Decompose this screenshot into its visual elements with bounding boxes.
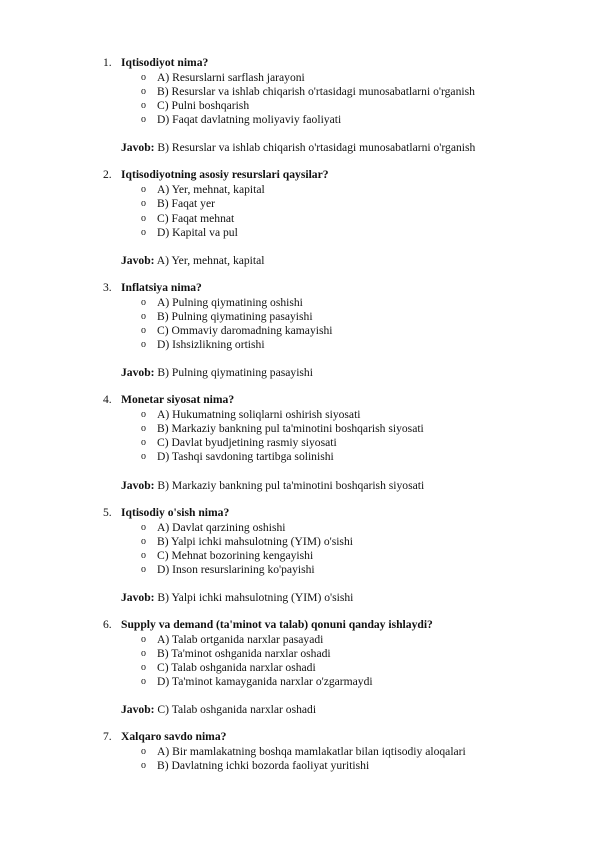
question-title bbox=[103, 393, 576, 407]
answer-line bbox=[103, 591, 576, 605]
options-list bbox=[103, 633, 576, 689]
question-item bbox=[103, 281, 576, 380]
bullet-icon: o bbox=[141, 296, 146, 308]
question-number: 5. bbox=[103, 505, 112, 519]
question-text: Monetar siyosat nima? bbox=[121, 393, 235, 407]
option-item bbox=[103, 563, 576, 577]
option-item bbox=[103, 310, 576, 324]
question-text: Iqtisodiyot nima? bbox=[121, 56, 209, 69]
question-title bbox=[103, 730, 576, 744]
option-text: B) Resurslar va ishlab chiqarish o'rtasidagi munosabatlarni o'rganish bbox=[157, 85, 475, 99]
answer-label: Javob: bbox=[121, 253, 155, 267]
option-item bbox=[103, 759, 576, 773]
option-text: B) Markaziy bankning pul ta'minotini boshqarish siyosati bbox=[157, 422, 424, 436]
answer-text: B) Yalpi ichki mahsulotning (YIM) o'sishi bbox=[157, 590, 354, 604]
bullet-icon: o bbox=[141, 198, 146, 210]
option-item bbox=[103, 436, 576, 450]
question-title bbox=[103, 506, 576, 520]
option-text: D) Tashqi savdoning tartibga solinishi bbox=[157, 450, 334, 464]
question-text: Iqtisodiyotning asosiy resurslari qaysilar? bbox=[121, 168, 329, 182]
bullet-icon: o bbox=[141, 184, 146, 196]
option-text: D) Inson resurslarining ko'payishi bbox=[157, 562, 315, 576]
answer-label: Javob: bbox=[121, 366, 155, 380]
answer-line bbox=[103, 141, 576, 155]
answer-line bbox=[103, 703, 576, 717]
answer-text: C) Talab oshganida narxlar oshadi bbox=[157, 703, 317, 717]
option-text: B) Pulning qiymatining pasayishi bbox=[157, 309, 313, 323]
options-list bbox=[103, 183, 576, 239]
option-item bbox=[103, 549, 576, 563]
answer-text: A) Yer, mehnat, kapital bbox=[156, 253, 265, 267]
option-text: A) Talab ortganida narxlar pasayadi bbox=[157, 632, 324, 646]
bullet-icon: o bbox=[141, 114, 146, 126]
option-text: B) Yalpi ichki mahsulotning (YIM) o'sishi bbox=[157, 534, 353, 548]
option-item bbox=[103, 647, 576, 661]
bullet-icon: o bbox=[141, 521, 146, 533]
options-list bbox=[103, 296, 576, 352]
bullet-icon: o bbox=[141, 310, 146, 322]
bullet-icon: o bbox=[141, 100, 146, 112]
bullet-icon: o bbox=[141, 437, 146, 449]
option-text: C) Pulni boshqarish bbox=[157, 99, 250, 113]
answer-line bbox=[103, 366, 576, 380]
answer-label: Javob: bbox=[121, 141, 155, 155]
option-item bbox=[103, 408, 576, 422]
question-text: Inflatsiya nima? bbox=[121, 280, 202, 294]
options-list bbox=[103, 71, 576, 127]
option-item bbox=[103, 338, 576, 352]
option-text: A) Davlat qarzining oshishi bbox=[157, 520, 286, 534]
answer-label: Javob: bbox=[121, 590, 155, 604]
question-text: Supply va demand (ta'minot va talab) qonuni qanday ishlaydi? bbox=[121, 617, 433, 631]
question-number: 1. bbox=[103, 56, 112, 69]
option-text: C) Talab oshganida narxlar oshadi bbox=[157, 661, 316, 675]
option-item bbox=[103, 197, 576, 211]
question-text: Iqtisodiy o'sish nima? bbox=[121, 505, 230, 519]
option-item bbox=[103, 212, 576, 226]
option-item bbox=[103, 450, 576, 464]
question-list bbox=[103, 56, 576, 786]
option-text: D) Kapital va pul bbox=[157, 225, 238, 239]
option-item bbox=[103, 99, 576, 113]
answer-label: Javob: bbox=[121, 478, 155, 492]
question-number: 6. bbox=[103, 617, 112, 631]
option-text: B) Davlatning ichki bozorda faoliyat yuritishi bbox=[157, 759, 370, 773]
option-text: A) Bir mamlakatning boshqa mamlakatlar bilan iqtisodiy aloqalari bbox=[157, 745, 466, 759]
option-text: C) Ommaviy daromadning kamayishi bbox=[157, 323, 333, 337]
bullet-icon: o bbox=[141, 549, 146, 561]
bullet-icon: o bbox=[141, 676, 146, 688]
question-title bbox=[103, 618, 576, 632]
bullet-icon: o bbox=[141, 746, 146, 758]
answer-text: B) Markaziy bankning pul ta'minotini boshqarish siyosati bbox=[157, 478, 425, 492]
option-item bbox=[103, 675, 576, 689]
option-item bbox=[103, 296, 576, 310]
bullet-icon: o bbox=[141, 662, 146, 674]
option-item bbox=[103, 633, 576, 647]
options-list bbox=[103, 745, 576, 773]
options-list bbox=[103, 408, 576, 464]
option-item bbox=[103, 661, 576, 675]
option-text: A) Hukumatning soliqlarni oshirish siyosati bbox=[157, 408, 361, 422]
question-item bbox=[103, 506, 576, 605]
option-text: B) Ta'minot oshganida narxlar oshadi bbox=[157, 646, 331, 660]
bullet-icon: o bbox=[141, 86, 146, 98]
option-text: C) Mehnat bozorining kengayishi bbox=[157, 548, 314, 562]
question-text: Xalqaro savdo nima? bbox=[121, 730, 227, 744]
question-title bbox=[103, 281, 576, 295]
answer-line bbox=[103, 479, 576, 493]
bullet-icon: o bbox=[141, 226, 146, 238]
option-text: A) Yer, mehnat, kapital bbox=[157, 183, 265, 197]
bullet-icon: o bbox=[141, 760, 146, 772]
question-number: 4. bbox=[103, 393, 112, 407]
bullet-icon: o bbox=[141, 563, 146, 575]
bullet-icon: o bbox=[141, 212, 146, 224]
question-title bbox=[103, 168, 576, 182]
option-item bbox=[103, 535, 576, 549]
option-text: A) Resurslarni sarflash jarayoni bbox=[157, 71, 305, 84]
options-list bbox=[103, 521, 576, 577]
bullet-icon: o bbox=[141, 339, 146, 351]
bullet-icon: o bbox=[141, 647, 146, 659]
bullet-icon: o bbox=[141, 324, 146, 336]
option-text: D) Ta'minot kamayganida narxlar o'zgarmaydi bbox=[157, 675, 373, 689]
bullet-icon: o bbox=[141, 423, 146, 435]
answer-text: B) Resurslar va ishlab chiqarish o'rtasidagi munosabatlarni o'rganish bbox=[157, 141, 476, 155]
question-number: 3. bbox=[103, 280, 112, 294]
question-number: 2. bbox=[103, 168, 112, 182]
answer-text: B) Pulning qiymatining pasayishi bbox=[157, 366, 313, 380]
question-number: 7. bbox=[103, 730, 112, 744]
bullet-icon: o bbox=[141, 72, 146, 83]
bullet-icon: o bbox=[141, 409, 146, 421]
option-item bbox=[103, 85, 576, 99]
bullet-icon: o bbox=[141, 451, 146, 463]
option-item bbox=[103, 226, 576, 240]
bullet-icon: o bbox=[141, 633, 146, 645]
answer-label: Javob: bbox=[121, 703, 155, 717]
option-item bbox=[103, 113, 576, 127]
option-text: D) Ishsizlikning ortishi bbox=[157, 338, 265, 352]
option-text: C) Faqat mehnat bbox=[157, 211, 235, 225]
question-item bbox=[103, 56, 576, 155]
option-item bbox=[103, 324, 576, 338]
option-text: C) Davlat byudjetining rasmiy siyosati bbox=[157, 436, 337, 450]
option-text: B) Faqat yer bbox=[157, 197, 215, 211]
bullet-icon: o bbox=[141, 535, 146, 547]
question-item bbox=[103, 168, 576, 267]
option-item bbox=[103, 183, 576, 197]
option-text: A) Pulning qiymatining oshishi bbox=[157, 295, 303, 309]
option-text: D) Faqat davlatning moliyaviy faoliyati bbox=[157, 113, 342, 127]
question-item bbox=[103, 618, 576, 717]
option-item bbox=[103, 71, 576, 85]
answer-line bbox=[103, 254, 576, 268]
option-item bbox=[103, 521, 576, 535]
option-item bbox=[103, 422, 576, 436]
question-item bbox=[103, 393, 576, 492]
option-item bbox=[103, 745, 576, 759]
question-title bbox=[103, 56, 576, 70]
question-item bbox=[103, 730, 576, 773]
